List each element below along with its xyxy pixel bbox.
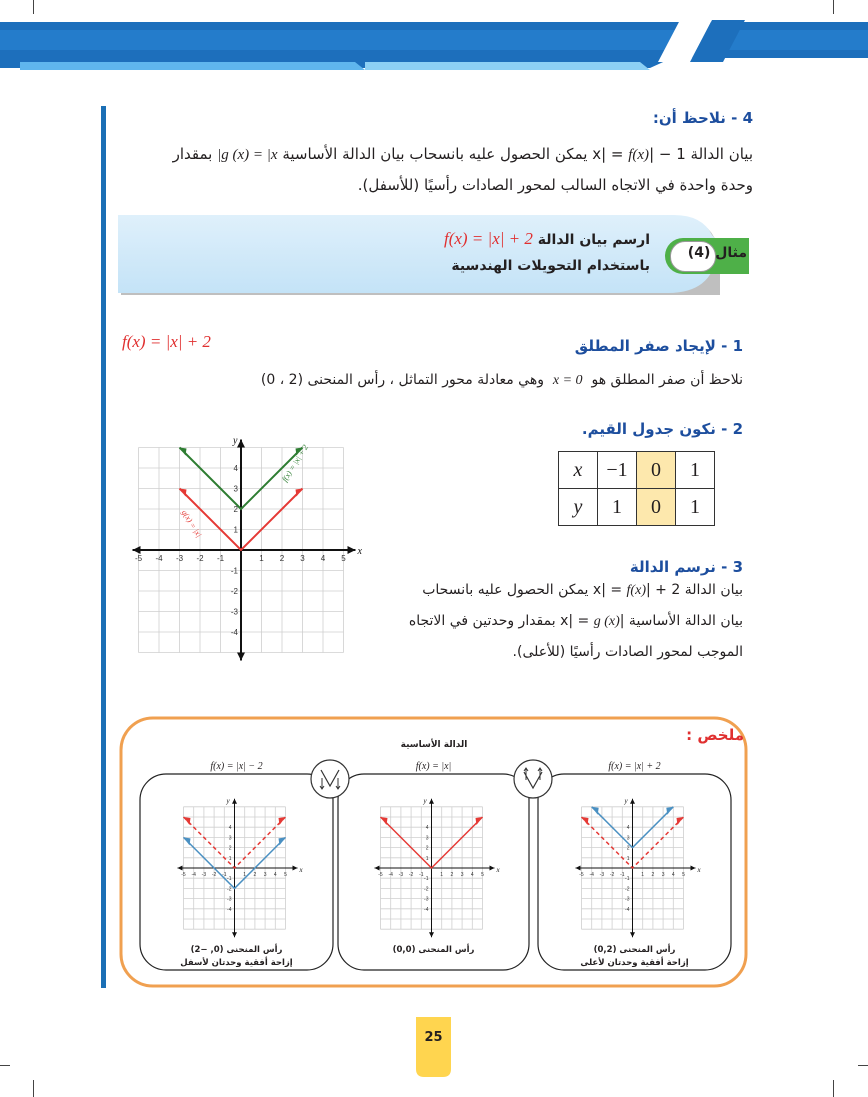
side-rule [101, 106, 106, 988]
y-tick-label: -1 [230, 566, 238, 576]
x-tick-label: 5 [284, 872, 287, 878]
crop-mark [0, 1065, 10, 1066]
x-tick-label: 4 [320, 554, 326, 563]
table-cell: 0 [637, 489, 676, 526]
x-axis-label: x [299, 866, 303, 874]
y-axis-label: y [624, 796, 628, 805]
y-tick-label: 4 [425, 825, 429, 832]
y-tick-label: 4 [626, 825, 630, 832]
section4-line2: وحدة واحدة في الاتجاه السالب لمحور الصادات رأسيًا (للأسفل). [357, 176, 753, 194]
summary-title: ملخص : [686, 726, 744, 744]
table-cell: 1 [676, 489, 715, 526]
step1-formula: f(x) = |x| + 2 [122, 332, 211, 351]
y-tick-label: 1 [626, 855, 630, 862]
y-tick-label: -1 [424, 876, 429, 883]
x-axis-label: x [496, 866, 500, 874]
y-tick-label: -2 [625, 886, 630, 893]
y-tick-label: -3 [230, 607, 238, 617]
y-axis-label: y [423, 796, 427, 805]
step2-title: 2 - نكون جدول القيم. [581, 420, 743, 438]
y-tick-label: 1 [425, 855, 429, 862]
y-axis-label: y [226, 796, 230, 805]
values-table [558, 451, 715, 526]
step3-text [373, 575, 743, 667]
y-tick-label: -3 [227, 896, 232, 903]
step1-text: نلاحظ أن صفر المطلق هو x = 0 وهي معادلة محور التماثل ، رأس المنحنى (2 ، 0) [260, 372, 743, 388]
step3-line3: الموجب لمحور الصادات رأسيًا (للأعلى). [512, 644, 743, 660]
table-cell: −1 [598, 452, 637, 489]
graph-g-arrow [296, 489, 303, 497]
y-tick-label: 3 [233, 484, 238, 494]
y-tick-label: 1 [233, 525, 238, 535]
step3-line2: بيان الدالة الأساسية |x| = g (x) بمقدار وحدتين في الاتجاه [408, 613, 743, 629]
section4-text [113, 139, 753, 200]
y-tick-label: -4 [625, 906, 630, 913]
x-tick-label: 4 [470, 872, 474, 878]
y-tick-label: -1 [227, 876, 232, 883]
panel-formula: f(x) = |x| − 2 [210, 761, 263, 772]
graph-f-arrow [180, 448, 187, 456]
x-tick-label: 5 [341, 554, 346, 563]
y-tick-label: 3 [626, 835, 630, 842]
y-tick-label: 2 [626, 845, 630, 852]
y-tick-label: -2 [424, 886, 429, 893]
step3-title: 3 - نرسم الدالة [629, 558, 743, 576]
y-tick-label: 2 [228, 845, 232, 852]
x-tick-label: 2 [450, 872, 454, 878]
x-tick-label: -1 [620, 872, 625, 878]
x-tick-label: 4 [671, 872, 675, 878]
table-cell: y [559, 489, 598, 526]
x-tick-label: 3 [460, 872, 464, 878]
y-tick-label: 1 [228, 855, 232, 862]
y-tick-label: -1 [625, 876, 630, 883]
crop-mark [33, 1080, 34, 1097]
example-line2: باستخدام التحويلات الهندسية [451, 258, 650, 274]
y-tick-label: -3 [625, 896, 630, 903]
example-line1: ارسم بيان الدالة f(x) = |x| + 2 [443, 229, 650, 248]
x-tick-label: -1 [216, 554, 225, 563]
summary-base-heading: الدالة الأساسية [400, 740, 468, 750]
x-tick-label: 5 [481, 872, 484, 878]
header-band [0, 0, 868, 90]
y-tick-label: -3 [424, 896, 429, 903]
x-tick-label: 1 [641, 872, 645, 878]
crop-mark [858, 1065, 868, 1066]
x-tick-label: 2 [651, 872, 655, 878]
y-tick-label: 4 [233, 464, 238, 474]
label-f: f(x) = |x| + 2 [280, 443, 310, 484]
y-tick-label: -4 [230, 628, 238, 638]
main-graph [118, 435, 368, 665]
table-row-y [559, 489, 715, 526]
y-axis-arrow [237, 653, 245, 661]
x-tick-label: -2 [196, 554, 204, 563]
panel-shift-label: إزاحة أفقية وحدتان لأسفل [180, 958, 293, 968]
x-tick-label: -3 [599, 872, 605, 878]
y-tick-label: 4 [228, 825, 232, 832]
x-tick-label: 5 [682, 872, 685, 878]
x-tick-label: -4 [191, 872, 196, 878]
label-g: g(x) = |x| [179, 508, 204, 539]
y-tick-label: -2 [227, 886, 232, 893]
x-tick-label: -3 [398, 872, 404, 878]
panel-shift-label: إزاحة أفقية وحدتان لأعلى [580, 958, 689, 968]
x-tick-label: -5 [134, 554, 143, 563]
x-tick-label: -2 [211, 872, 217, 878]
panel-vertex: رأس المنحنى (0,0) [392, 945, 475, 955]
y-tick-label: 3 [425, 835, 429, 842]
summary-panel-plus [537, 756, 732, 972]
crop-mark [833, 1080, 834, 1097]
x-tick-label: 3 [300, 554, 305, 563]
x-tick-label: 1 [440, 872, 444, 878]
x-tick-label: -4 [388, 872, 393, 878]
table-cell: 0 [637, 452, 676, 489]
page-number: 25 [424, 1030, 443, 1045]
step3-line1: بيان الدالة 2 + |x| = f(x) يمكن الحصول عليه بانسحاب [422, 582, 743, 598]
summary-panel-base [337, 756, 530, 972]
x-tick-label: 4 [273, 872, 277, 878]
table-row-x [559, 452, 715, 489]
x-axis-arrow [133, 546, 141, 554]
y-tick-label: 2 [425, 845, 429, 852]
x-tick-label: -5 [579, 872, 584, 878]
panel-vertex: رأس المنحنى (0, −2) [190, 945, 283, 955]
y-tick-label: 2 [233, 505, 238, 515]
x-tick-label: 1 [259, 554, 264, 563]
shift-down-icon [309, 758, 351, 800]
panel-vertex: رأس المنحنى (0,2) [593, 945, 676, 955]
example-box [118, 215, 748, 295]
y-axis-arrow [237, 440, 245, 448]
x-tick-label: -3 [175, 554, 184, 563]
x-tick-label: -4 [155, 554, 163, 563]
page-number-tab [416, 1017, 451, 1077]
y-tick-label: 3 [228, 835, 232, 842]
x-tick-label: -4 [589, 872, 594, 878]
x-tick-label: -1 [222, 872, 227, 878]
table-cell: x [559, 452, 598, 489]
x-tick-label: 2 [279, 554, 285, 563]
x-tick-label: -2 [408, 872, 414, 878]
x-tick-label: -5 [378, 872, 383, 878]
y-tick-label: -2 [230, 587, 238, 597]
shift-up-icon [512, 758, 554, 800]
example-label: مثال (4) [687, 245, 747, 261]
table-cell: 1 [598, 489, 637, 526]
y-tick-label: -4 [227, 906, 232, 913]
x-tick-label: -3 [201, 872, 207, 878]
y-tick-label: -4 [424, 906, 429, 913]
panel-formula: f(x) = |x| [415, 761, 452, 772]
x-axis-label: x [357, 546, 362, 557]
section4-title: 4 - نلاحظ أن: [652, 109, 753, 127]
x-tick-label: 2 [253, 872, 257, 878]
x-tick-label: -2 [609, 872, 615, 878]
x-tick-label: -5 [181, 872, 186, 878]
section4-line1: بيان الدالة 1 − |x| = f(x) يمكن الحصول عليه بانسحاب بيان الدالة الأساسية g (x) = |x| بمقدار [172, 145, 753, 163]
x-tick-label: 3 [263, 872, 267, 878]
x-tick-label: -1 [419, 872, 424, 878]
x-tick-label: 1 [243, 872, 247, 878]
x-axis-label: x [697, 866, 701, 874]
x-axis-arrow [348, 546, 356, 554]
panel-formula: f(x) = |x| + 2 [608, 761, 661, 772]
x-tick-label: 3 [661, 872, 665, 878]
summary-panel-minus [139, 756, 334, 972]
y-axis-label: y [233, 435, 238, 447]
table-cell: 1 [676, 452, 715, 489]
graph-g-arrow [180, 489, 187, 497]
step1-title: 1 - لإيجاد صفر المطلق [574, 337, 743, 355]
